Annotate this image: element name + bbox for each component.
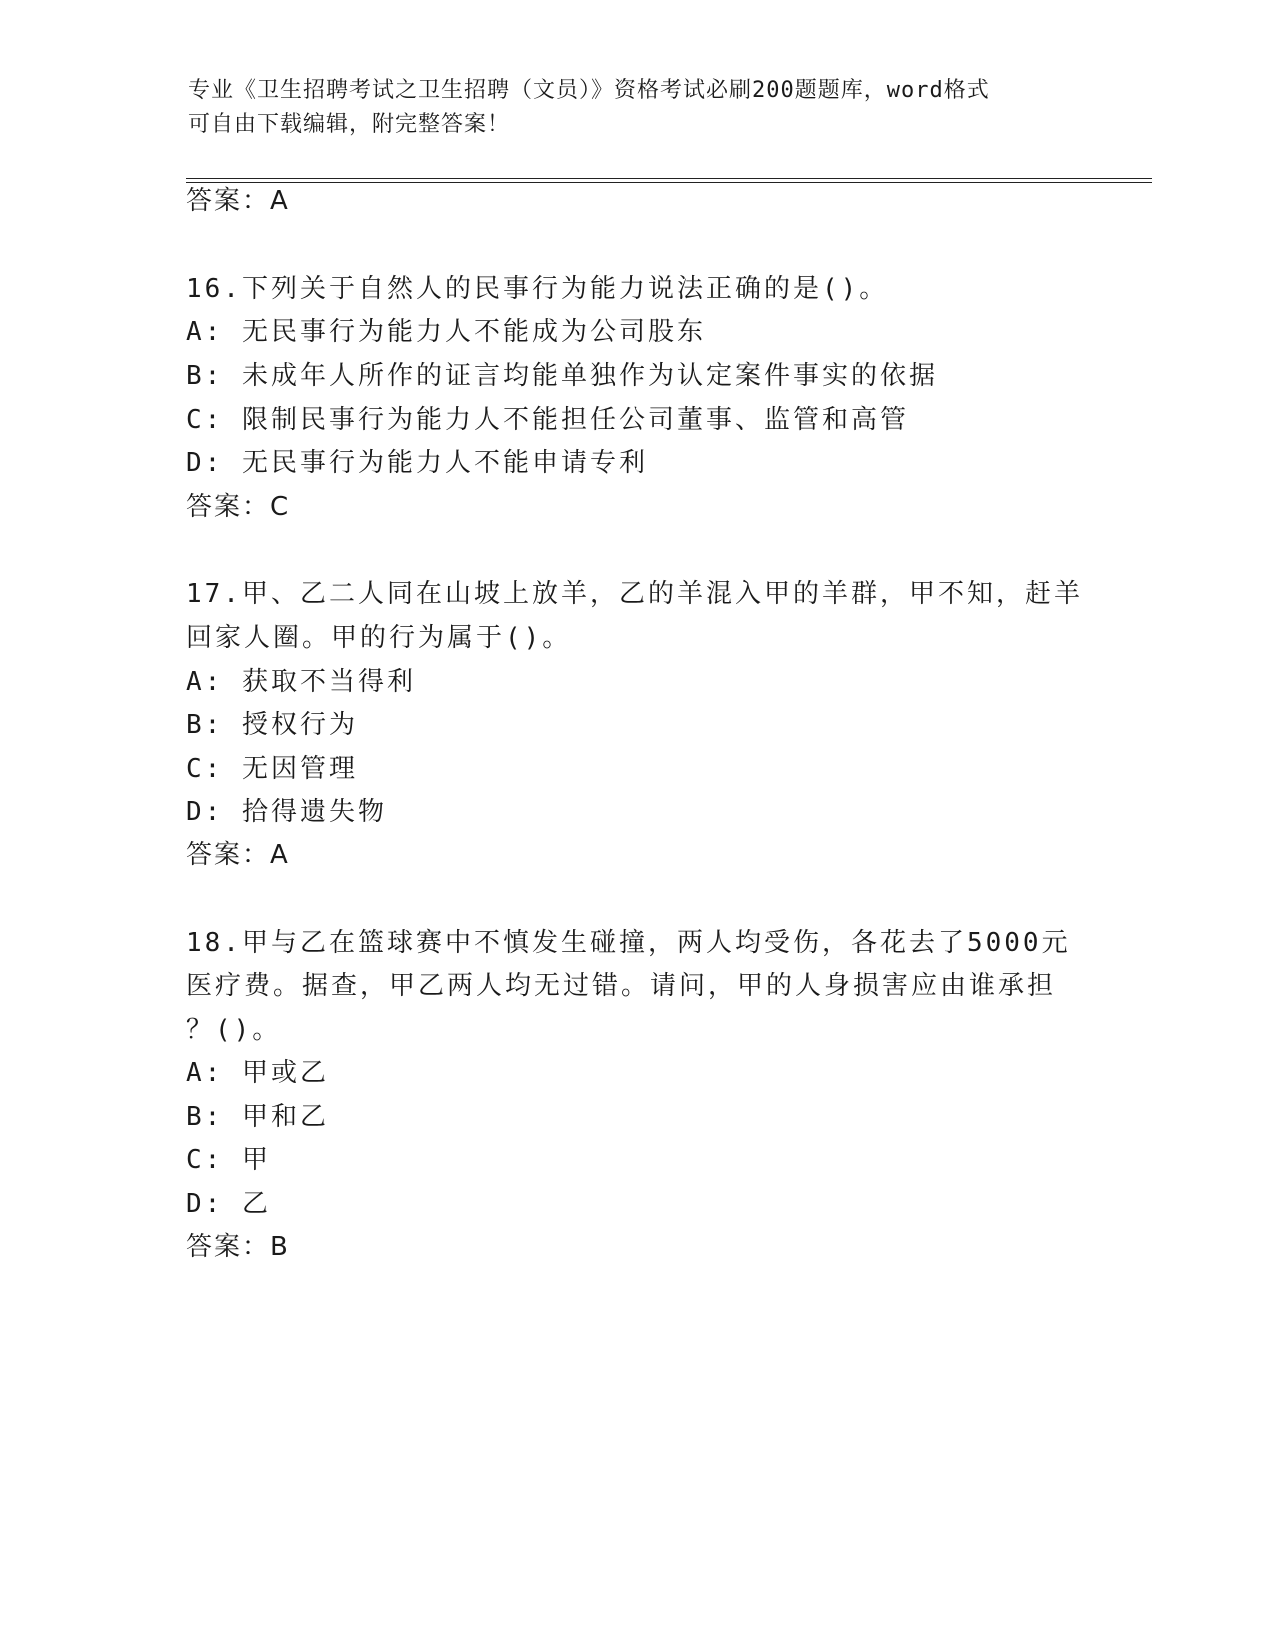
answer: 答案：C xyxy=(186,492,291,522)
option-d: D: 乙 xyxy=(186,1189,271,1219)
option-a: A: 甲或乙 xyxy=(186,1058,329,1088)
question-text-line-3: ？()。 xyxy=(186,1015,282,1045)
option-a: A: 无民事行为能力人不能成为公司股东 xyxy=(186,317,706,347)
option-a: A: 获取不当得利 xyxy=(186,667,416,697)
option-d: D: 拾得遗失物 xyxy=(186,797,387,827)
option-b: B: 授权行为 xyxy=(186,710,358,740)
option-d: D: 无民事行为能力人不能申请专利 xyxy=(186,448,648,478)
answer: 答案：A xyxy=(186,840,290,870)
header-line-1: 专业《卫生招聘考试之卫生招聘（文员）》资格考试必刷200题题库，word格式 xyxy=(188,78,990,103)
question-text-line-1: 18.甲与乙在篮球赛中不慎发生碰撞，两人均受伤，各花去了5000元 xyxy=(186,928,1071,958)
document-header xyxy=(188,74,1088,142)
option-c: C: 甲 xyxy=(186,1145,271,1175)
question-text-line-2: 医疗费。据查，甲乙两人均无过错。请问，甲的人身损害应由谁承担 xyxy=(186,971,1057,1001)
question-text: 16.下列关于自然人的民事行为能力说法正确的是()。 xyxy=(186,274,889,304)
previous-answer: 答案：A xyxy=(186,186,290,216)
option-b: B: 未成年人所作的证言均能单独作为认定案件事实的依据 xyxy=(186,361,938,391)
answer: 答案：B xyxy=(186,1232,290,1262)
header-divider-top xyxy=(186,178,1152,179)
header-divider-bottom xyxy=(186,182,1152,183)
option-b: B: 甲和乙 xyxy=(186,1102,329,1132)
option-c: C: 无因管理 xyxy=(186,754,358,784)
option-c: C: 限制民事行为能力人不能担任公司董事、监管和高管 xyxy=(186,405,909,435)
question-text-line-1: 17.甲、乙二人同在山坡上放羊，乙的羊混入甲的羊群，甲不知，赶羊 xyxy=(186,579,1083,609)
question-text-line-2: 回家人圈。甲的行为属于()。 xyxy=(186,623,572,653)
header-line-2: 可自由下载编辑，附完整答案！ xyxy=(188,112,511,137)
